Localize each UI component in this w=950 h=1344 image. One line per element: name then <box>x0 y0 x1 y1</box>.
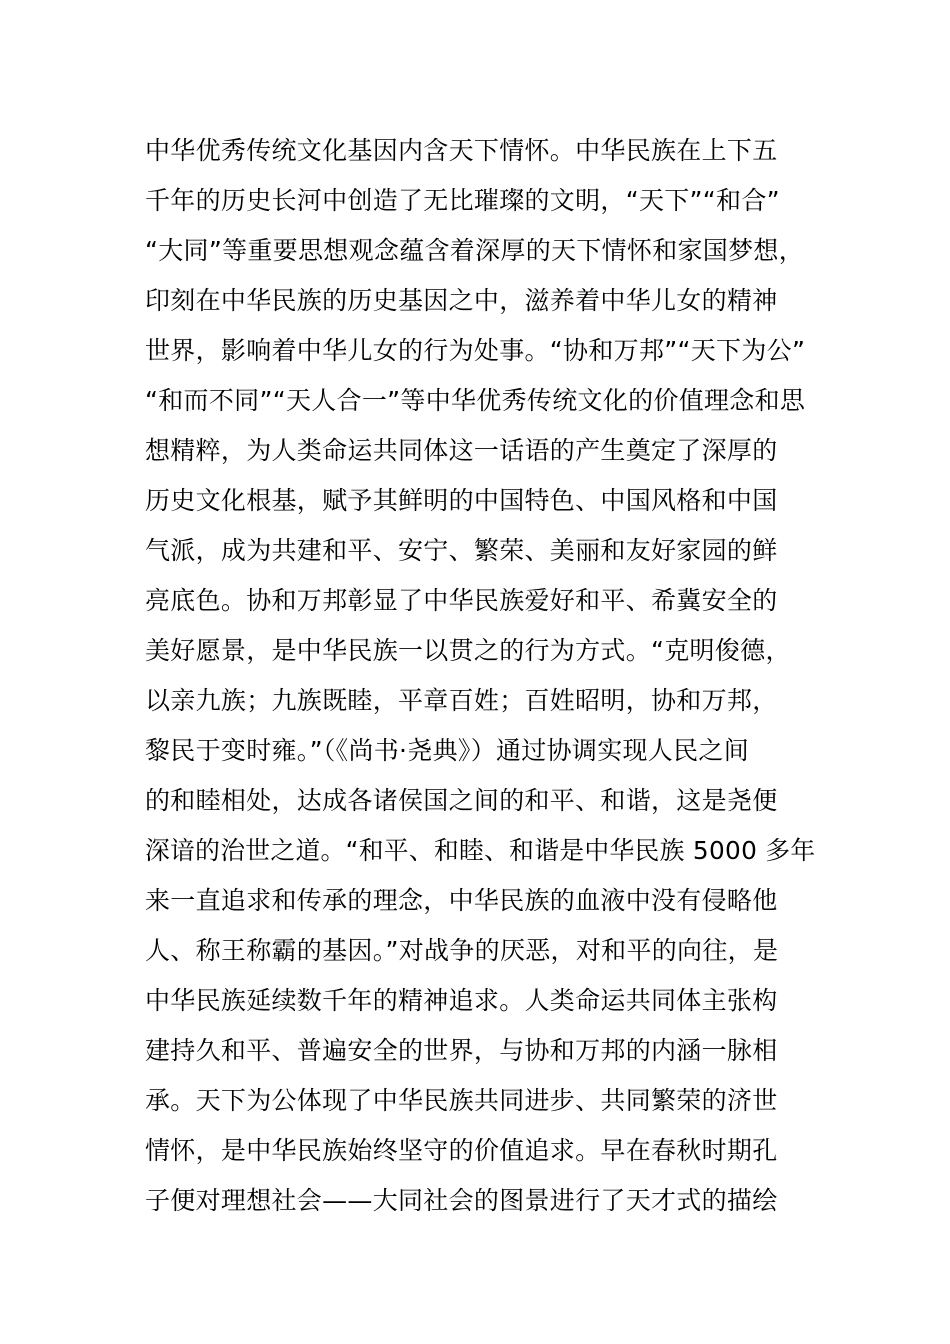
text-line-22: 子便对理想社会——大同社会的图景进行了天才式的描绘 <box>145 1186 778 1215</box>
text-line-10: 亮底色。协和万邦彰显了中华民族爱好和平、希冀安全的 <box>145 586 778 615</box>
text-line-5: 世界，影响着中华儿女的行为处事。“协和万邦”“天下为公” <box>145 336 806 365</box>
text-line-12: 以亲九族；九族既睦，平章百姓；百姓昭明，协和万邦， <box>145 686 778 715</box>
body-paragraph <box>145 126 815 1226</box>
text-line-6: “和而不同”“天人合一”等中华优秀传统文化的价值理念和思 <box>145 386 806 415</box>
text-line-20: 承。天下为公体现了中华民族共同进步、共同繁荣的济世 <box>145 1086 778 1115</box>
text-line-3: “大同”等重要思想观念蕴含着深厚的天下情怀和家国梦想， <box>145 236 805 265</box>
text-line-9: 气派，成为共建和平、安宁、繁荣、美丽和友好家园的鲜 <box>145 536 778 565</box>
text-line-19: 建持久和平、普遍安全的世界，与协和万邦的内涵一脉相 <box>145 1036 778 1065</box>
text-line-2: 千年的历史长河中创造了无比璀璨的文明，“天下”“和合” <box>145 186 780 215</box>
text-line-14: 的和睦相处，达成各诸侯国之间的和平、和谐，这是尧便 <box>145 786 778 815</box>
text-line-15: 深谙的治世之道。“和平、和睦、和谐是中华民族 5000 多年 <box>145 836 816 865</box>
text-line-1: 中华优秀传统文化基因内含天下情怀。中华民族在上下五 <box>145 136 778 165</box>
text-line-4: 印刻在中华民族的历史基因之中，滋养着中华儿女的精神 <box>145 286 778 315</box>
text-line-11: 美好愿景，是中华民族一以贯之的行为方式。“克明俊德， <box>145 636 791 665</box>
text-line-16: 来一直追求和传承的理念，中华民族的血液中没有侵略他 <box>145 886 778 915</box>
text-line-13: 黎民于变时雍。”（《尚书·尧典》）通过协调实现人民之间 <box>145 736 750 765</box>
text-line-7: 想精粹，为人类命运共同体这一话语的产生奠定了深厚的 <box>145 436 778 465</box>
text-line-8: 历史文化根基，赋予其鲜明的中国特色、中国风格和中国 <box>145 486 778 515</box>
text-line-18: 中华民族延续数千年的精神追求。人类命运共同体主张构 <box>145 986 778 1015</box>
text-line-21: 情怀，是中华民族始终坚守的价值追求。早在春秋时期孔 <box>145 1136 778 1165</box>
text-line-17: 人、称王称霸的基因。”对战争的厌恶，对和平的向往，是 <box>145 936 779 965</box>
